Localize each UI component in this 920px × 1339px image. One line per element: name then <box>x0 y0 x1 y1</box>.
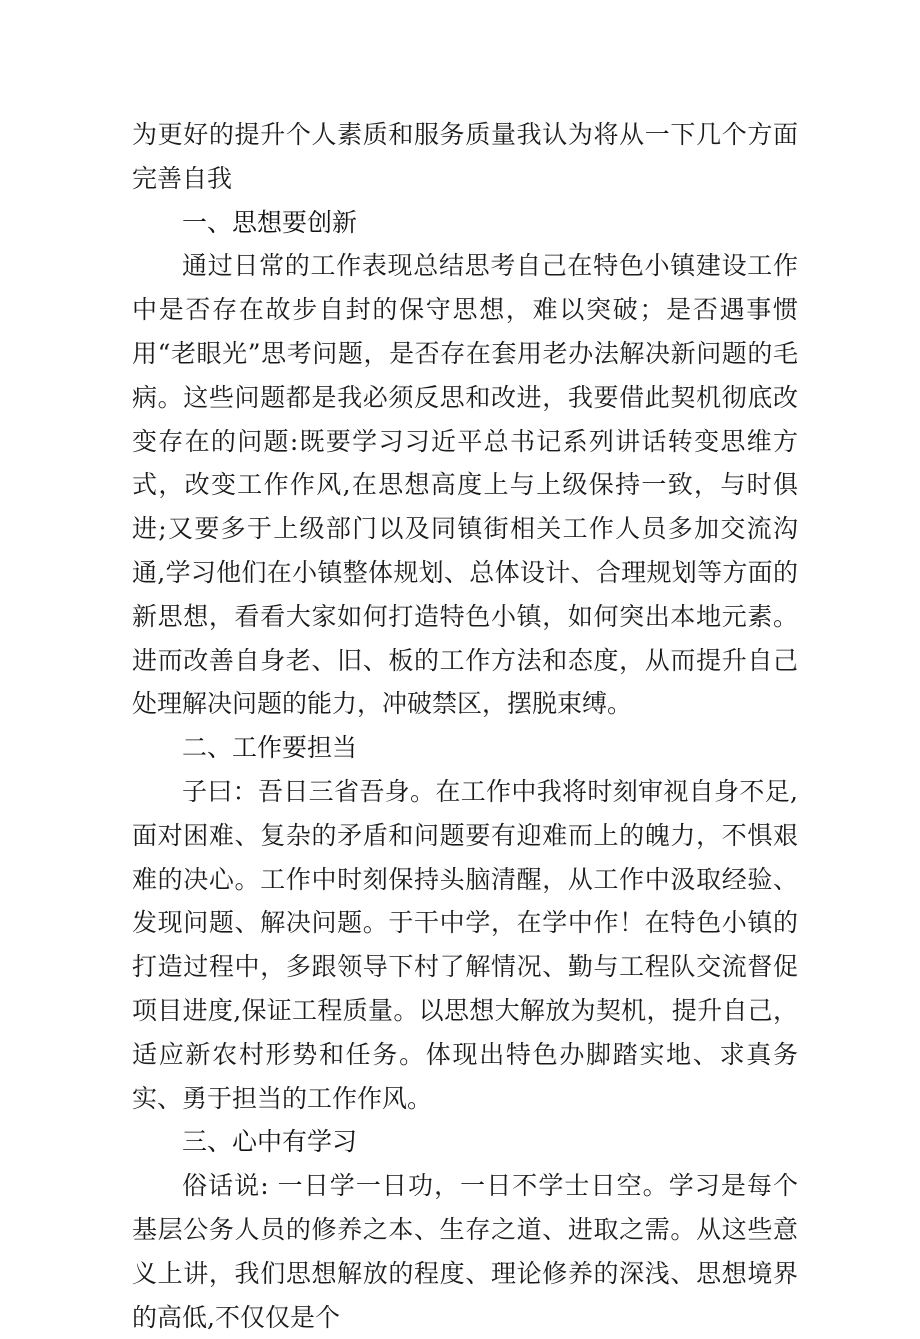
section-heading-responsibility: 二、工作要担当 <box>182 733 358 763</box>
section-body-innovation: 通过日常的工作表现总结思考自己在特色小镇建设工作中是否存在故步自封的保守思想，难以突破；是否遇事惯用“老眼光”思考问题，是否存在套用老办法解决新问题的毛病。这些问题都是我必须反思和改进，我要借此契机彻底改变存在的问题:既要学习习近平总书记系列讲话转变思维方式，改变工作作风,在思想高度上与上级保持一致，与时俱进;又要多于上级部门以及同镇街相关工作人员多加交流沟通,学习他们在小镇整体规划、总体设计、合理规划等方面的新思想，看看大家如何打造特色小镇，如何突出本地元素。进而改善自身老、旧、板的工作方法和态度，从而提升自己处理解决问题的能力，冲破禁区，摆脱束缚。 <box>132 251 798 719</box>
section-body-responsibility: 子曰：吾日三省吾身。在工作中我将时刻审视自身不足,面对困难、复杂的矛盾和问题要有迎难而上的魄力，不惧艰难的决心。工作中时刻保持头脑清醒，从工作中汲取经验、发现问题、解决问题。于干中学，在学中作！在特色小镇的打造过程中，多跟领导下村了解情况、勤与工程队交流督促项目进度,保证工程质量。以思想大解放为契机，提升自己，适应新农村形势和任务。体现出特色办脚踏实地、求真务实、勇于担当的工作作风。 <box>132 776 798 1113</box>
document-body <box>132 113 798 1339</box>
intro-paragraph: 为更好的提升个人素质和服务质量我认为将从一下几个方面完善自我 <box>132 120 798 193</box>
section-heading-learning: 三、心中有学习 <box>182 1127 358 1157</box>
section-heading-innovation: 一、思想要创新 <box>182 207 358 237</box>
section-body-learning: 俗话说: 一日学一日功，一日不学士日空。学习是每个基层公务人员的修养之本、生存之道、进取之需。从这些意义上讲，我们思想解放的程度、理论修养的深浅、思想境界的高低,不仅仅是个 <box>132 1171 798 1332</box>
